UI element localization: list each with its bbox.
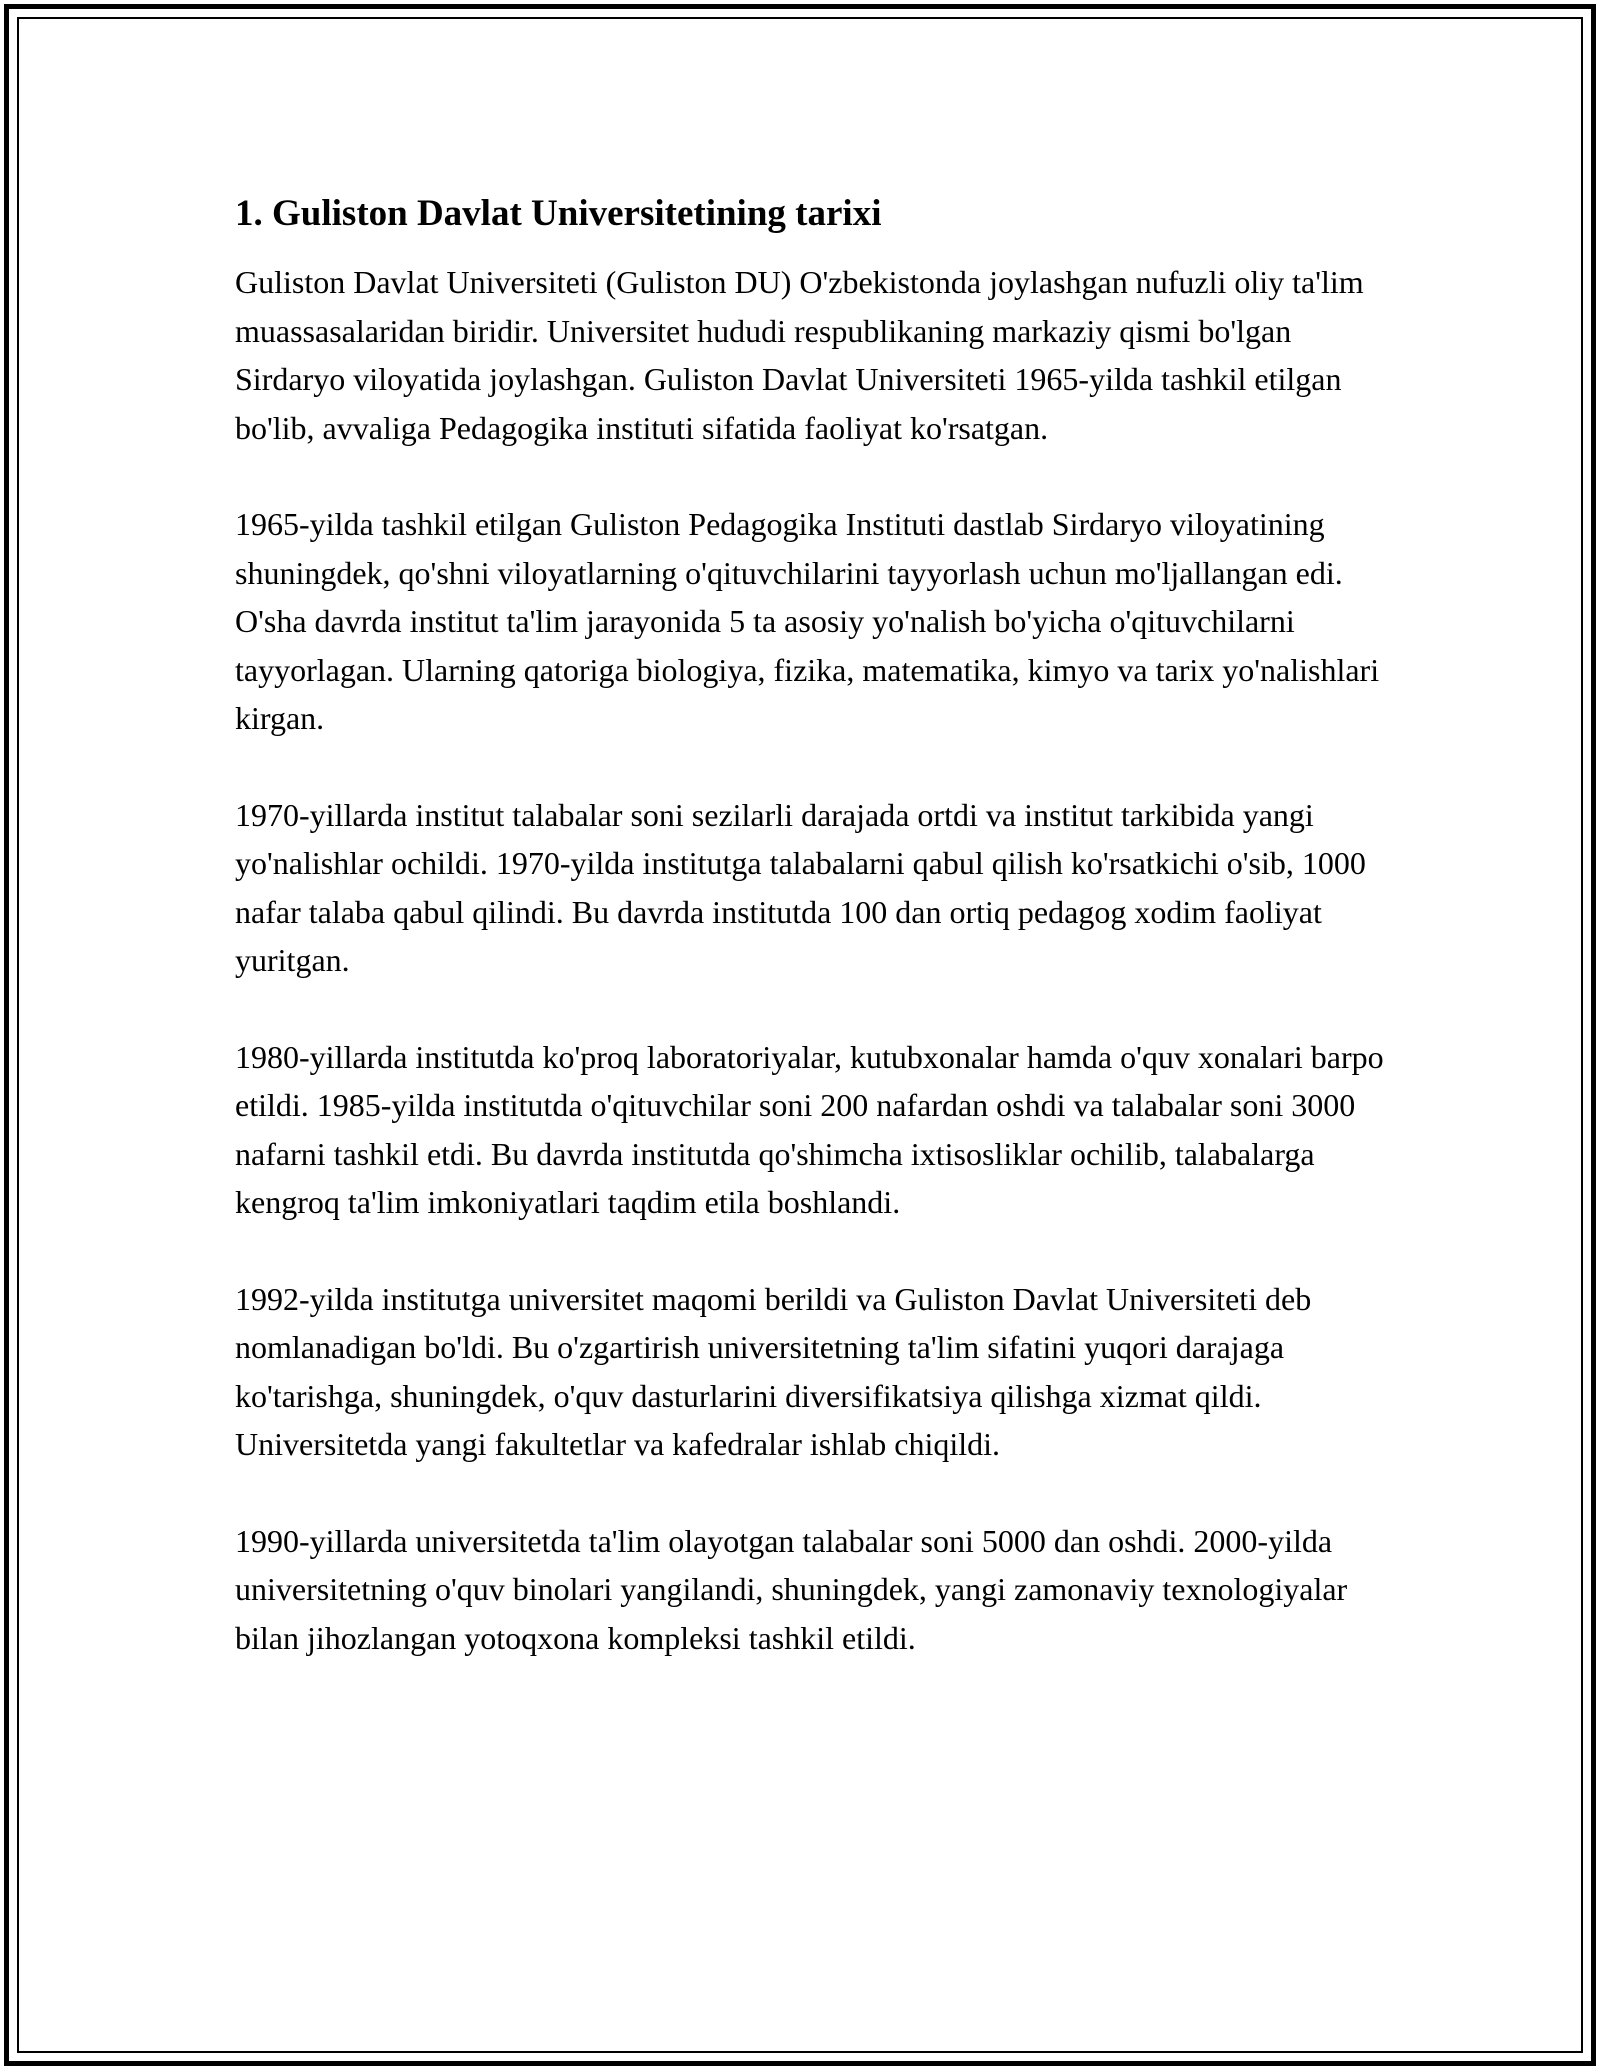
document-title: 1. Guliston Davlat Universitetining tarixi	[235, 193, 882, 234]
paragraph-founding: Guliston Davlat Universiteti (Guliston DU) O'zbekistonda joylashgan nufuzli oliy ta'lim muassasalaridan biridir. Universitet hududi respublikaning markaziy qismi bo'lgan Sirdaryo viloyatida joylashgan. Guliston Davlat Universiteti 1965-yilda tashkil etilgan bo'lib, avvaliga Pedagogika instituti sifatida faoliyat ko'rsatgan.	[235, 264, 1364, 446]
paragraph-1992: 1992-yilda institutga universitet maqomi berildi va Guliston Davlat Universiteti deb nomlanadigan bo'ldi. Bu o'zgartirish universitetning ta'lim sifatini yuqori darajaga ko'tarishga, shuningdek, o'quv dasturlarini diversifikatsiya qilishga xizmat qildi. Universitetda yangi fakultetlar va kafedralar ishlab chiqildi.	[235, 1280, 1312, 1462]
paragraph-1990s: 1990-yillarda universitetda ta'lim olayotgan talabalar soni 5000 dan oshdi. 2000-yilda universitetning o'quv binolari yangilandi, shuningdek, yangi zamonaviy texnologiyalar bilan jihozlangan yotoqxona kompleksi tashkil etildi.	[235, 1522, 1348, 1656]
paragraph-1980s: 1980-yillarda institutda ko'proq laboratoriyalar, kutubxonalar hamda o'quv xonalari barpo etildi. 1985-yilda institutda o'qituvchilar soni 200 nafardan oshdi va talabalar soni 3000 nafarni tashkil etdi. Bu davrda institutda qo'shimcha ixtisosliklar ochilib, talabalarga kengroq ta'lim imkoniyatlari taqdim etila boshlandi.	[235, 1038, 1384, 1220]
paragraph-1970s: 1970-yillarda institut talabalar soni sezilarli darajada ortdi va institut tarkibida yangi yo'nalishlar ochildi. 1970-yilda institutga talabalarni qabul qilish ko'rsatkichi o'sib, 1000 nafar talaba qabul qilindi. Bu davrda institutda 100 dan ortiq pedagog xodim faoliyat yuritgan.	[235, 796, 1366, 978]
paragraph-1965: 1965-yilda tashkil etilgan Guliston Pedagogika Instituti dastlab Sirdaryo viloyatining shuningdek, qo'shni viloyatlarning o'qituvchilarini tayyorlash uchun mo'ljallangan edi. O'sha davrda institut ta'lim jarayonida 5 ta asosiy yo'nalish bo'yicha o'qituvchilarni tayyorlagan. Ularning qatoriga biologiya, fizika, matematika, kimyo va tarix yo'nalishlari kirgan.	[235, 506, 1380, 736]
document-body	[235, 188, 1385, 1710]
